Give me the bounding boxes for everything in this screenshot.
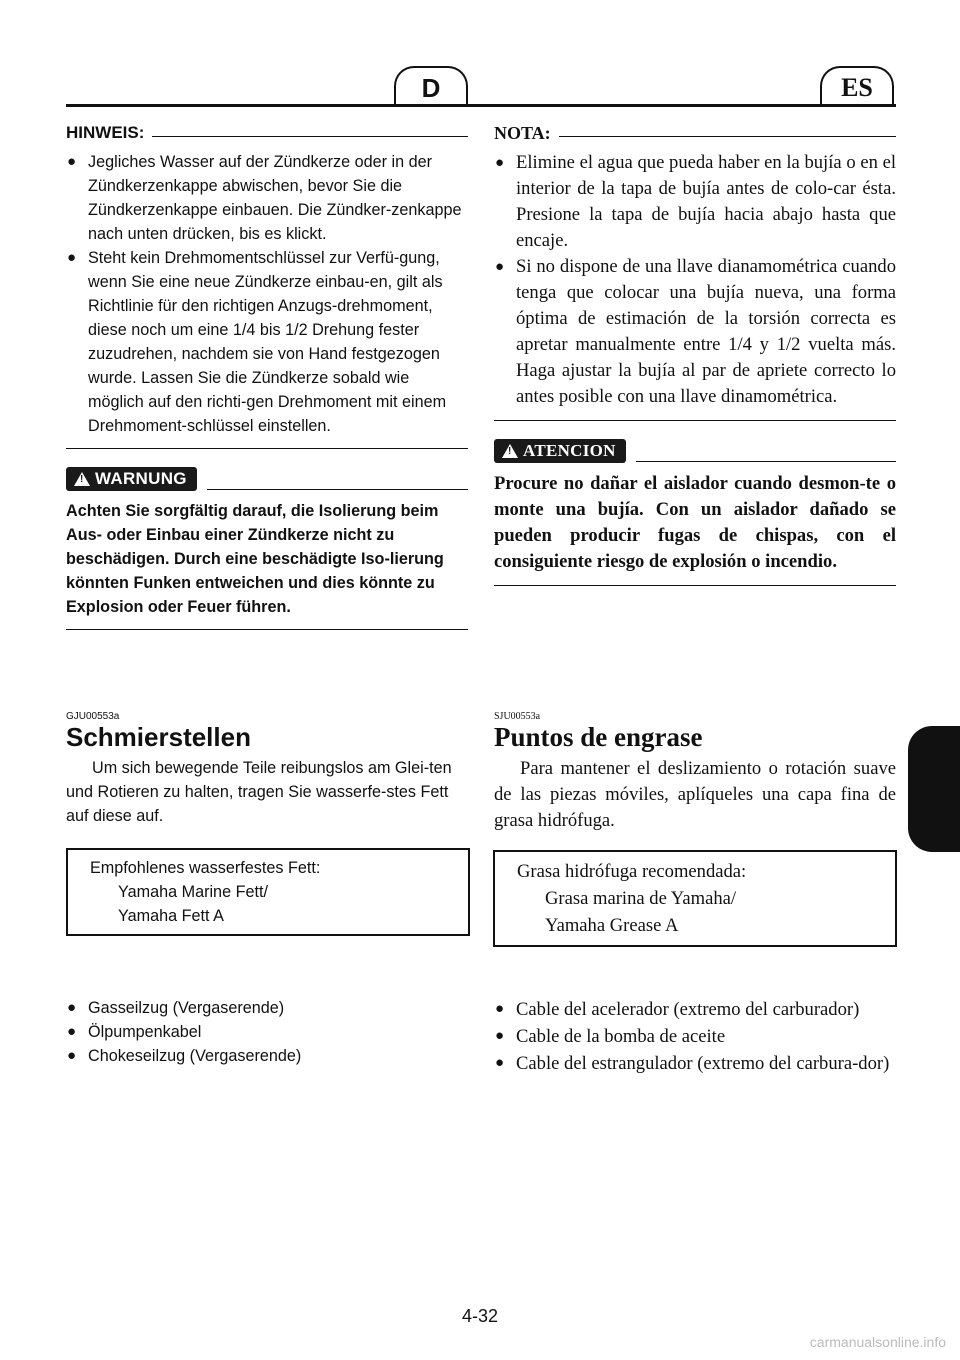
section-paragraph [66,756,468,828]
spec-line: Yamaha Grease A [545,915,679,936]
warning-text: Procure no dañar el aislador cuando desmon-te o monte una bujía. Con un aislador dañado se pueden producir fugas de chispas, con el consiguiente riesgo de explosión o incendio. [494,473,896,572]
list-item: ● Cable del acelerador (extremo del carburador) [494,996,896,1023]
spec-line: Yamaha Fett A [118,907,224,925]
warning-text: Achten Sie sorgfältig darauf, die Isolierung beim Aus- oder Einbau einer Zündkerze nicht zu beschädigen. Durch eine beschädigte Iso-lierung könnten Funken entweichen und dies könnte zu Explosion oder Feuer führen. [66,502,444,616]
note-heading-rule [152,136,468,137]
section-title: Schmierstellen [66,722,251,752]
note-end-rule [494,420,896,421]
warning-end-rule [66,629,468,630]
chapter-side-tab [908,726,960,852]
section-code: GJU00553a [66,711,120,722]
warning-triangle-icon [74,472,90,486]
note-title: HINWEIS: [66,123,145,142]
note-list [66,150,468,438]
warning-label: ATENCION [523,441,616,460]
list-item: ● Cable de la bomba de aceite [494,1023,896,1050]
warning-badge [66,467,197,491]
warning-heading [494,439,896,463]
warning-heading [66,467,468,491]
spanish-column [494,120,896,586]
spec-title: Empfohlenes wasserfestes Fett: [90,859,321,877]
note-end-rule [66,448,468,449]
note-title: NOTA: [494,122,551,143]
spec-box [493,850,897,947]
warning-heading-rule [207,489,468,490]
german-column [66,120,468,630]
note-item: ● Jegliches Wasser auf der Zündkerze oder in der Zündkerzenkappe abwischen, bevor Sie die Zündkerzenkappe einbauen. Die Zündker-zenkappe nach unten drücken, bis es klickt. [66,150,468,246]
section-text: Um sich bewegende Teile reibungslos am Glei-ten und Rotieren zu halten, tragen Sie wasserfe-stes Fett auf diese auf. [66,759,452,825]
watermark: carmanualsonline.info [809,1334,946,1350]
header-rule [66,104,896,107]
page-number: 4-32 [461,1306,499,1326]
spec-title: Grasa hidrófuga recomendada: [517,861,747,882]
section-paragraph [494,756,896,834]
lubrication-points [66,996,468,1068]
warning-end-rule [494,585,896,586]
note-heading [494,120,896,146]
warning-heading-rule [636,461,896,462]
warning-triangle-icon [502,444,518,458]
note-list [494,150,896,410]
note-item: ● Elimine el agua que pueda haber en la bujía o en el interior de la tapa de bujía antes de colo-car ésta. Presione la tapa de bujía hacia abajo hasta que encaje. [494,150,896,254]
list-item: ● Ölpumpenkabel [66,1020,468,1044]
language-tab-german: D [394,66,468,104]
note-heading-rule [559,136,896,137]
list-item: ● Gasseilzug (Vergaserende) [66,996,468,1020]
list-item: ● Cable del estrangulador (extremo del carbura-dor) [494,1050,896,1077]
spec-box [66,848,470,936]
spec-line: Yamaha Marine Fett/ [118,883,268,901]
lubrication-points [494,996,896,1077]
list-item: ● Chokeseilzug (Vergaserende) [66,1044,468,1068]
note-item: ● Steht kein Drehmomentschlüssel zur Verfü-gung, wenn Sie eine neue Zündkerze einbau-en, gilt als Richtlinie für den richtigen Anzugs-drehmoment, diese noch um eine 1/4 bis 1/2 Drehung fester zuzudrehen, nachdem sie von Hand festgezogen wurde. Lassen Sie die Zündkerze sobald wie möglich auf den richti-gen Drehmoment mit einem Drehmoment-schlüssel einstellen. [66,246,468,438]
warning-label: WARNUNG [95,469,187,488]
note-heading [66,120,468,146]
section-text: Para mantener el deslizamiento o rotación suave de las piezas móviles, aplíqueles una capa fina de grasa hidrófuga. [494,758,896,831]
section-title: Puntos de engrase [494,722,703,752]
warning-badge [494,439,626,463]
language-tab-spanish: ES [820,66,894,104]
section-code: SJU00553a [494,711,541,722]
spec-line: Grasa marina de Yamaha/ [545,888,737,909]
note-item: ● Si no dispone de una llave dianamométrica cuando tenga que colocar una bujía nueva, una forma óptima de estimación de la torsión correcta es apretar manualmente entre 1/4 y 1/2 vuelta más. Haga ajustar la bujía al par de apriete correcto lo antes posible con una llave dinamométrica. [494,254,896,410]
